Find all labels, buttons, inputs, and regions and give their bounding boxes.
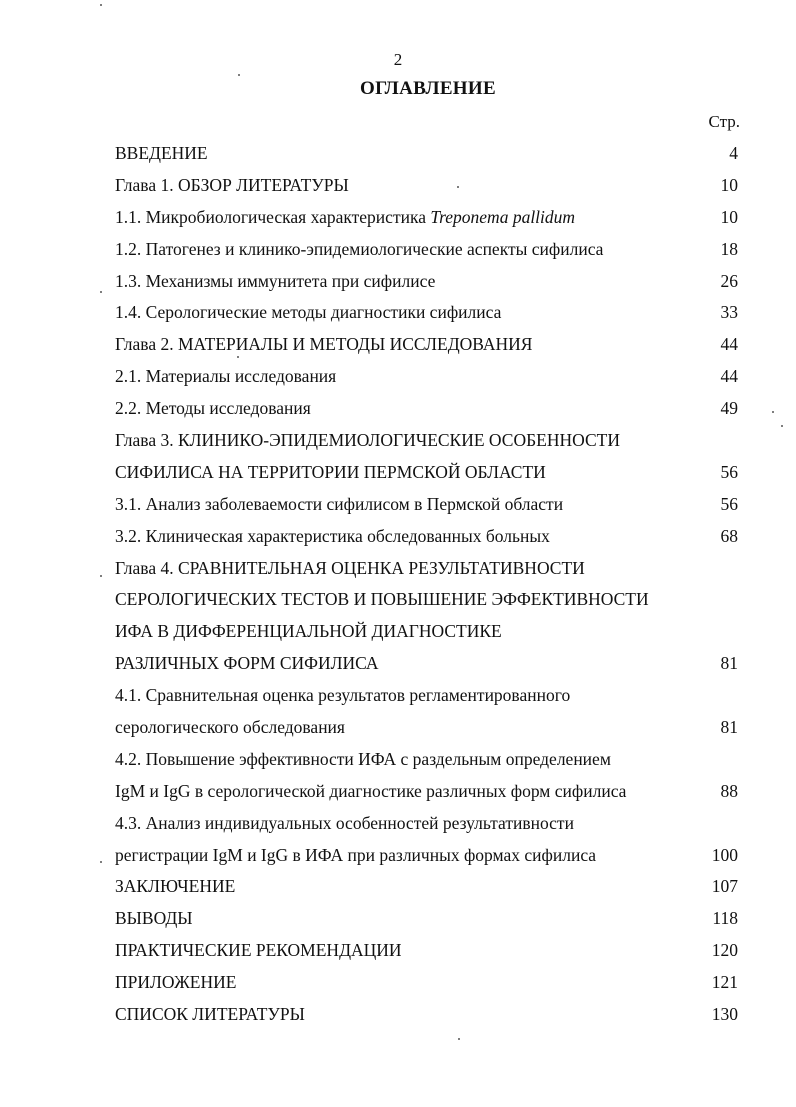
toc-entry — [0, 808, 796, 840]
toc-entry-page: 33 — [720, 302, 738, 323]
toc-entry-text: регистрации IgM и IgG в ИФА при различных формах сифилиса — [115, 844, 597, 865]
toc-entry-title — [115, 776, 626, 808]
toc-entry-page: 10 — [720, 206, 738, 227]
toc-entry-italic-text: Treponema pallidum — [430, 206, 576, 227]
toc-entry-page: 44 — [720, 334, 738, 355]
toc-entry-text: 4.3. Анализ индивидуальных особенностей результативности — [115, 812, 574, 833]
toc-entry-page: 56 — [720, 493, 738, 514]
toc-entry-page: 68 — [720, 525, 738, 546]
toc-entry — [0, 138, 796, 170]
toc-entry-page: 49 — [720, 398, 738, 419]
toc-entry-page: 121 — [711, 972, 738, 993]
toc-entry-title — [115, 329, 532, 361]
toc-entry-page: 118 — [712, 908, 738, 929]
toc-entry — [0, 935, 796, 967]
toc-entry-text: 1.4. Серологические методы диагностики сифилиса — [115, 302, 502, 323]
toc-entry-text: СПИСОК ЛИТЕРАТУРЫ — [115, 1004, 305, 1025]
toc-entry-text: Глава 2. МАТЕРИАЛЫ И МЕТОДЫ ИССЛЕДОВАНИЯ — [115, 334, 533, 355]
toc-entry-page: 88 — [720, 780, 738, 801]
toc-entry — [0, 361, 796, 393]
toc-entry — [0, 393, 796, 425]
toc-entry-title — [115, 935, 402, 967]
toc-entry-page: 107 — [711, 876, 738, 897]
toc-entry-text: Глава 1. ОБЗОР ЛИТЕРАТУРЫ — [115, 174, 349, 195]
toc-entry — [0, 871, 796, 903]
toc-entry-page: 81 — [720, 653, 738, 674]
toc-entry — [0, 584, 796, 616]
toc-entry — [0, 553, 796, 585]
toc-entry-page: 10 — [720, 174, 738, 195]
page-number: 2 — [393, 50, 403, 69]
toc-entry — [0, 266, 796, 298]
toc-entry-title — [115, 840, 596, 872]
toc-entry-title — [115, 967, 236, 999]
toc-entry-title — [115, 553, 585, 585]
toc-entry-text: СИФИЛИСА НА ТЕРРИТОРИИ ПЕРМСКОЙ ОБЛАСТИ — [115, 461, 546, 482]
toc-entry — [0, 170, 796, 202]
toc-entry-title — [115, 871, 235, 903]
toc-entry-page: 120 — [711, 940, 738, 961]
page-title: ОГЛАВЛЕНИЕ — [360, 78, 496, 99]
toc-entry — [0, 457, 796, 489]
toc-entry-page: 100 — [711, 844, 738, 865]
scan-speck — [100, 4, 102, 6]
toc-entry — [0, 840, 796, 872]
table-of-contents — [0, 138, 796, 1031]
toc-entry-text: 2.1. Материалы исследования — [115, 366, 337, 387]
toc-entry — [0, 234, 796, 266]
toc-entry-page: 26 — [720, 270, 738, 291]
scan-speck — [100, 861, 102, 863]
toc-entry-page: 130 — [711, 1004, 738, 1025]
scan-speck — [457, 186, 459, 188]
toc-entry — [0, 999, 796, 1031]
scan-speck — [100, 291, 102, 293]
toc-entry-title — [115, 393, 311, 425]
scan-speck — [238, 74, 240, 76]
toc-entry-title — [115, 425, 620, 457]
toc-entry-text: 1.1. Микробиологическая характеристика — [115, 206, 431, 227]
toc-entry — [0, 425, 796, 457]
toc-entry-title — [115, 648, 379, 680]
toc-entry-title — [115, 616, 502, 648]
toc-entry-text: СЕРОЛОГИЧЕСКИХ ТЕСТОВ И ПОВЫШЕНИЕ ЭФФЕКТИВНОСТИ — [115, 589, 649, 610]
toc-entry-title — [115, 903, 193, 935]
toc-entry — [0, 967, 796, 999]
toc-entry-title — [115, 202, 575, 234]
toc-entry-text: ПРАКТИЧЕСКИЕ РЕКОМЕНДАЦИИ — [115, 940, 402, 961]
toc-entry — [0, 903, 796, 935]
toc-entry-title — [115, 297, 501, 329]
scan-speck — [458, 1038, 460, 1040]
toc-entry-text: Глава 3. КЛИНИКО-ЭПИДЕМИОЛОГИЧЕСКИЕ ОСОБЕННОСТИ — [115, 430, 620, 451]
toc-entry-title — [115, 584, 649, 616]
toc-entry — [0, 616, 796, 648]
toc-entry-text: серологического обследования — [115, 717, 345, 738]
toc-entry-text: 2.2. Методы исследования — [115, 398, 311, 419]
page-column-label: Стр. — [708, 112, 740, 131]
toc-entry-title — [115, 744, 611, 776]
toc-entry — [0, 521, 796, 553]
toc-entry-text: ИФА В ДИФФЕРЕНЦИАЛЬНОЙ ДИАГНОСТИКЕ — [115, 621, 502, 642]
toc-entry-text: IgM и IgG в серологической диагностике различных форм сифилиса — [115, 780, 627, 801]
scan-speck — [100, 575, 102, 577]
scan-speck — [237, 356, 239, 358]
toc-entry — [0, 680, 796, 712]
toc-entry-text: ЗАКЛЮЧЕНИЕ — [115, 876, 236, 897]
toc-entry — [0, 329, 796, 361]
toc-entry-title — [115, 808, 574, 840]
toc-entry-title — [115, 234, 603, 266]
toc-entry-text: ВЫВОДЫ — [115, 908, 193, 929]
toc-entry-text: 3.1. Анализ заболеваемости сифилисом в Пермской области — [115, 493, 564, 514]
toc-entry-title — [115, 680, 570, 712]
toc-entry-title — [115, 521, 550, 553]
toc-entry-text: 4.2. Повышение эффективности ИФА с раздельным определением — [115, 748, 611, 769]
toc-entry-text: Глава 4. СРАВНИТЕЛЬНАЯ ОЦЕНКА РЕЗУЛЬТАТИВНОСТИ — [115, 557, 585, 578]
toc-entry — [0, 648, 796, 680]
toc-entry-page: 4 — [729, 143, 738, 163]
toc-entry-title — [115, 138, 208, 170]
toc-entry-title — [115, 712, 345, 744]
scan-speck — [772, 411, 774, 413]
toc-entry-text: 3.2. Клиническая характеристика обследованных больных — [115, 525, 550, 546]
toc-entry-title — [115, 266, 435, 298]
toc-entry — [0, 776, 796, 808]
toc-entry-title — [115, 457, 546, 489]
toc-entry-title — [115, 361, 336, 393]
toc-entry-page: 18 — [720, 238, 738, 259]
toc-entry-text: ВВЕДЕНИЕ — [115, 143, 208, 163]
toc-entry — [0, 202, 796, 234]
toc-entry-page: 56 — [720, 461, 738, 482]
toc-entry-text: 4.1. Сравнительная оценка результатов регламентированного — [115, 685, 571, 706]
scan-speck — [781, 425, 783, 427]
toc-entry — [0, 297, 796, 329]
toc-entry — [0, 744, 796, 776]
toc-entry-text: 1.2. Патогенез и клинико-эпидемиологические аспекты сифилиса — [115, 238, 604, 259]
toc-entry-page: 44 — [720, 366, 738, 387]
toc-entry-text: 1.3. Механизмы иммунитета при сифилисе — [115, 270, 436, 291]
toc-entry — [0, 489, 796, 521]
toc-entry-page: 81 — [720, 717, 738, 738]
toc-entry — [0, 712, 796, 744]
toc-entry-title — [115, 170, 349, 202]
toc-entry-title — [115, 999, 305, 1031]
toc-entry-title — [115, 489, 563, 521]
toc-entry-text: РАЗЛИЧНЫХ ФОРМ СИФИЛИСА — [115, 653, 379, 674]
toc-entry-text: ПРИЛОЖЕНИЕ — [115, 972, 237, 993]
